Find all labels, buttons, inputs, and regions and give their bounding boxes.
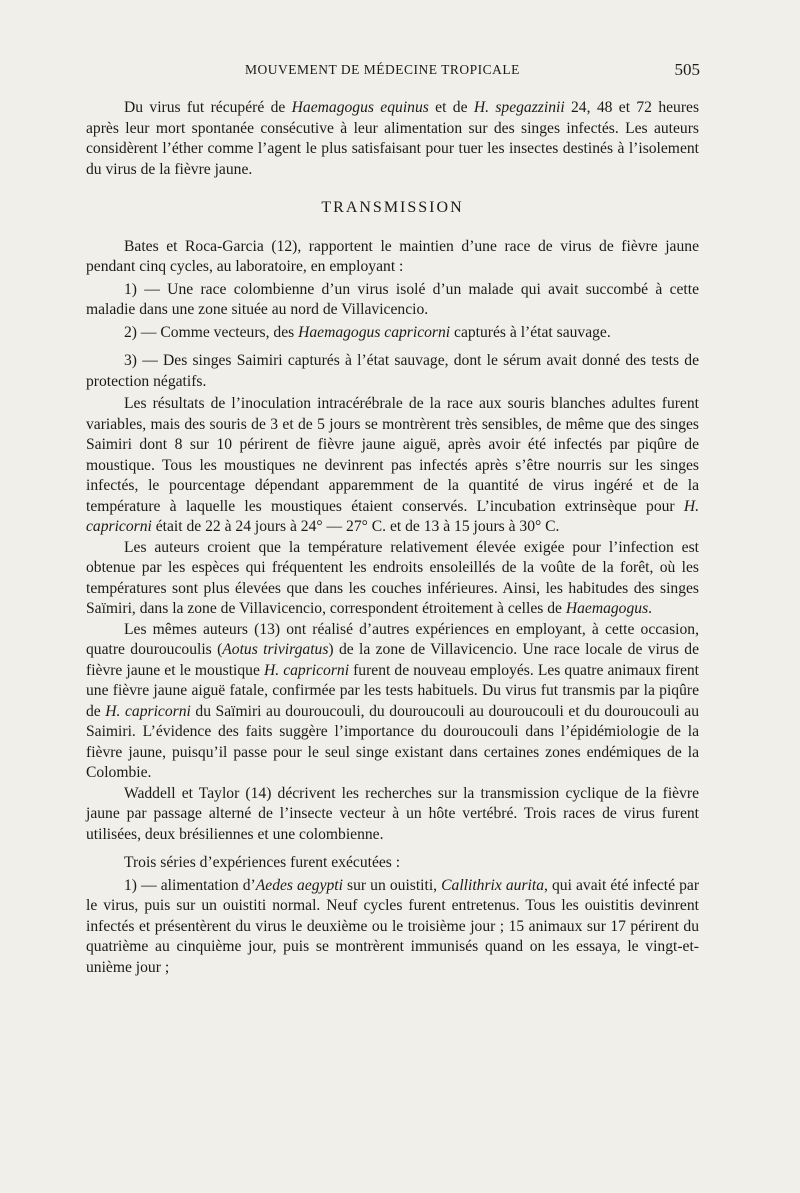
paragraph: Waddell et Taylor (14) décrivent les recherches sur la transmission cyclique de la fièvre jaune par passage alterné de l’insecte vecteur à un hôte vertébré. Trois races de virus furent utilisées, deux brésiliennes et une colombienne. xyxy=(86,784,699,843)
list-item: 2) — Comme vecteurs, des Haemagogus capricorni capturés à l’état sauvage. xyxy=(124,323,611,341)
paragraph: Les mêmes auteurs (13) ont réalisé d’autres expériences en employant, à cette occasion, quatre douroucoulis (Aotus trivirgatus) de la zone de Villavicencio. Une race locale de virus de fièvre jaune et le moustique H. capricorni furent de nouveau employés. Les quatre animaux firent une fièvre jaune aiguë fatale, confirmée par les tests habituels. Du virus fut transmis par la piqûre de H. capricorni du Saïmiri au douroucouli, du douroucouli au douroucouli et du douroucouli au Saimiri. L’évidence des faits suggère l’importance du douroucouli dans l’épidémiologie de la fièvre jaune, puisqu’il passe pour le seul singe existant dans certaines zones endémiques de la Colombie. xyxy=(86,620,699,781)
paragraph: Du virus fut récupéré de Haemagogus equinus et de H. spegazzinii 24, 48 et 72 heures après leur mort spontanée consécutive à leur alimentation sur des singes infectés. Les auteurs considèrent l’éther comme l’agent le plus satisfaisant pour tuer les insectes destinés à l’isolement du virus de la fièvre jaune. xyxy=(86,99,700,178)
paragraph: Les résultats de l’inoculation intracérébrale de la race aux souris blanches adultes furent variables, mais des souris de 3 et de 5 jours se montrèrent très sensibles, de même que des singes Saimiri dont 8 sur 10 périrent de fièvre jaune aiguë, après avoir été infectés par piqûre de moustique. Tous les moustiques ne devinrent pas infectés après s’être nourris sur les singes infectés, le pourcentage dépendant apparemment de la quantité de virus ingéré et de la température à laquelle les moustiques étaient conservés. L’incubation extrinsèque pour H. capricorni était de 22 à 24 jours à 24° — 27° C. et de 13 à 15 jours à 30° C. xyxy=(86,395,699,535)
body-text xyxy=(86,98,699,978)
list-item: 3) — Des singes Saimiri capturés à l’état sauvage, dont le sérum avait donné des tests de protection négatifs. xyxy=(86,352,699,390)
running-title: MOUVEMENT DE MÉDECINE TROPICALE xyxy=(245,62,520,77)
paragraph: Trois séries d’expériences furent exécutées : xyxy=(124,854,401,871)
paragraph: Les auteurs croient que la température relativement élevée exigée pour l’infection est obtenue par les espèces qui fréquentent les endroits ensoleillés de la voûte de la forêt, où les températures sont plus élevées que dans les couches inférieures. Ainsi, les habitudes des singes Saïmiri, dans la zone de Villavicencio, correspondent étroitement à celles de Haemagogus. xyxy=(86,538,699,617)
list-item: 1) — alimentation d’Aedes aegypti sur un ouistiti, Callithrix aurita, qui avait été infecté par le virus, puis sur un ouistiti normal. Neuf cycles furent entretenus. Tous les ouistitis devinrent infectés et présentèrent du virus le deuxième ou le troisième jour ; 15 animaux sur 17 périrent du quatrième au cinquième jour, puis se montrèrent immunisés quand on les essaya, le vingt-et-unième jour ; xyxy=(86,876,700,976)
list-item: 1) — Une race colombienne d’un virus isolé d’un malade qui avait succombé à cette maladie dans une zone située au nord de Villavicencio. xyxy=(86,280,699,318)
paragraph: Bates et Roca-Garcia (12), rapportent le maintien d’une race de virus de fièvre jaune pendant cinq cycles, au laboratoire, en employant : xyxy=(86,237,699,275)
section-title: TRANSMISSION xyxy=(321,199,464,216)
page-number: 505 xyxy=(674,60,700,79)
